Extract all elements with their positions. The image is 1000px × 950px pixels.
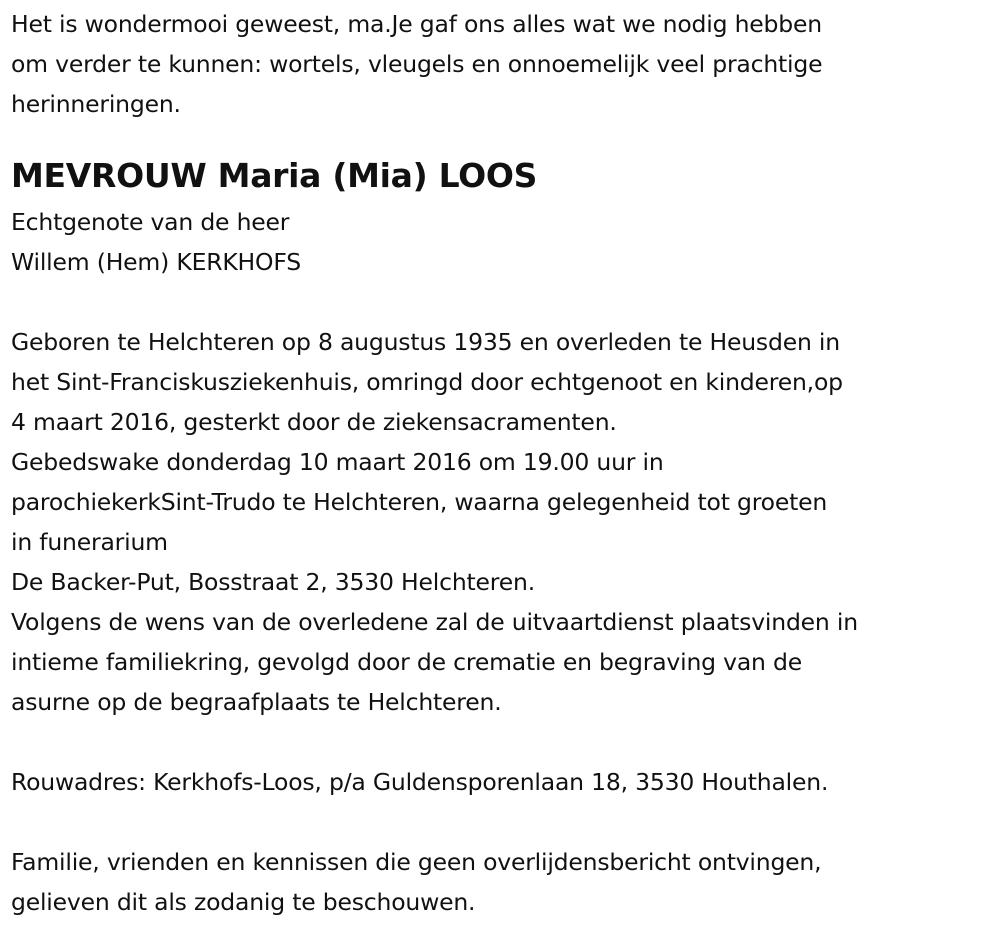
details-line: Gebedswake donderdag 10 maart 2016 om 19.00 uur in [11,448,664,476]
closing-paragraph [11,842,991,922]
spouse-line: Echtgenote van de heer [11,208,290,236]
intro-paragraph [11,4,991,124]
intro-line: Het is wondermooi geweest, ma.Je gaf ons alles wat we nodig hebben [11,10,822,38]
details-line: Volgens de wens van de overledene zal de uitvaartdienst plaatsvinden in [11,608,858,636]
closing-line: Familie, vrienden en kennissen die geen overlijdensbericht ontvingen, [11,848,822,876]
spacer [11,802,991,842]
deceased-block [11,150,991,282]
spacer [11,282,991,322]
intro-line: om verder te kunnen: wortels, vleugels en onnoemelijk veel prachtige [11,50,823,78]
details-paragraph [11,322,991,722]
details-line: parochiekerkSint-Trudo te Helchteren, waarna gelegenheid tot groeten [11,488,828,516]
details-line: in funerarium [11,528,168,556]
spacer [11,722,991,762]
details-line: intieme familiekring, gevolgd door de crematie en begraving van de [11,648,802,676]
mourning-address: Rouwadres: Kerkhofs-Loos, p/a Guldensporenlaan 18, 3530 Houthalen. [11,768,829,796]
spouse-line: Willem (Hem) KERKHOFS [11,248,301,276]
details-line: het Sint-Franciskusziekenhuis, omringd door echtgenoot en kinderen,op [11,368,843,396]
address-paragraph [11,762,991,802]
obituary-notice [11,4,991,922]
spacer [11,124,991,150]
deceased-name: MEVROUW Maria (Mia) LOOS [11,156,538,195]
details-line: De Backer-Put, Bosstraat 2, 3530 Helchteren. [11,568,535,596]
details-line: asurne op de begraafplaats te Helchteren. [11,688,502,716]
details-line: 4 maart 2016, gesterkt door de ziekensacramenten. [11,408,617,436]
intro-line: herinneringen. [11,90,181,118]
closing-line: gelieven dit als zodanig te beschouwen. [11,888,476,916]
details-line: Geboren te Helchteren op 8 augustus 1935 en overleden te Heusden in [11,328,840,356]
